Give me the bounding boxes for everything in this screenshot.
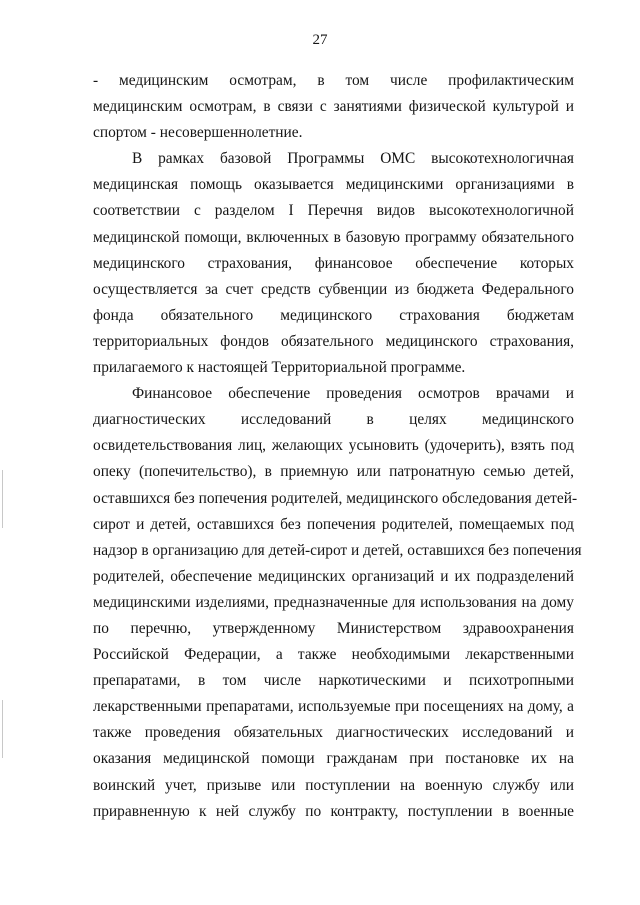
paragraph — [93, 381, 582, 825]
text-line: освидетельствования лиц, желающих усыновить (удочерить), взять под — [93, 437, 574, 455]
text-line: опеку (попечительство), в приемную или патронатную семью детей, — [93, 463, 574, 481]
text-line: - медицинским осмотрам, в том числе профилактическим — [93, 72, 574, 89]
text-line: медицинского страхования, финансовое обеспечение которых — [93, 254, 574, 272]
text-line: сирот и детей, оставшихся без попечения родителей, помещаемых под — [93, 515, 574, 533]
body-text — [93, 68, 582, 825]
text-line: также проведения обязательных диагностических исследований и — [93, 724, 574, 742]
text-line: Финансовое обеспечение проведения осмотров врачами и — [132, 385, 574, 403]
text-line: по перечню, утвержденному Министерством здравоохранения — [93, 619, 574, 637]
text-line: воинский учет, призыве или поступлении на военную службу или — [93, 776, 574, 794]
text-line: медицинским осмотрам, в связи с занятиями физической культурой и — [93, 98, 574, 116]
scan-margin-mark — [2, 700, 3, 758]
page-number: 27 — [312, 32, 328, 48]
text-line: медицинская помощь оказывается медицинскими организациями в — [93, 176, 574, 194]
text-line: оказания медицинской помощи гражданам при постановке их на — [93, 750, 574, 768]
text-line: оставшихся без попечения родителей, медицинского обследования детей- — [93, 489, 578, 507]
text-line: территориальных фондов обязательного медицинского страхования, — [93, 332, 574, 350]
text-line: В рамках базовой Программы ОМС высокотехнологичная — [132, 150, 574, 168]
paragraph — [93, 146, 574, 381]
text-line: препаратами, в том числе наркотическими и психотропными — [93, 672, 574, 690]
text-line: надзор в организацию для детей-сирот и детей, оставшихся без попечения — [93, 541, 582, 559]
text-line: лекарственными препаратами, используемые при посещениях на дому, а — [93, 698, 574, 716]
scan-margin-mark — [2, 470, 3, 528]
paragraph — [93, 68, 574, 146]
text-line: фонда обязательного медицинского страхования бюджетам — [93, 306, 574, 324]
text-line: Российской Федерации, а также необходимыми лекарственными — [93, 646, 574, 664]
text-line: соответствии с разделом I Перечня видов высокотехнологичной — [93, 202, 574, 220]
text-line: осуществляется за счет средств субвенции из бюджета Федерального — [93, 280, 574, 298]
text-line: медицинской помощи, включенных в базовую программу обязательного — [93, 228, 574, 246]
text-line: родителей, обеспечение медицинских организаций и их подразделений — [93, 567, 574, 585]
text-line: диагностических исследований в целях медицинского — [93, 411, 574, 429]
text-line: спортом - несовершеннолетние. — [93, 124, 303, 142]
text-line: медицинскими изделиями, предназначенные для использования на дому — [93, 593, 574, 611]
text-line: прилагаемого к настоящей Территориальной программе. — [93, 359, 466, 377]
text-line: приравненную к ней службу по контракту, поступлении в военные — [93, 802, 574, 820]
